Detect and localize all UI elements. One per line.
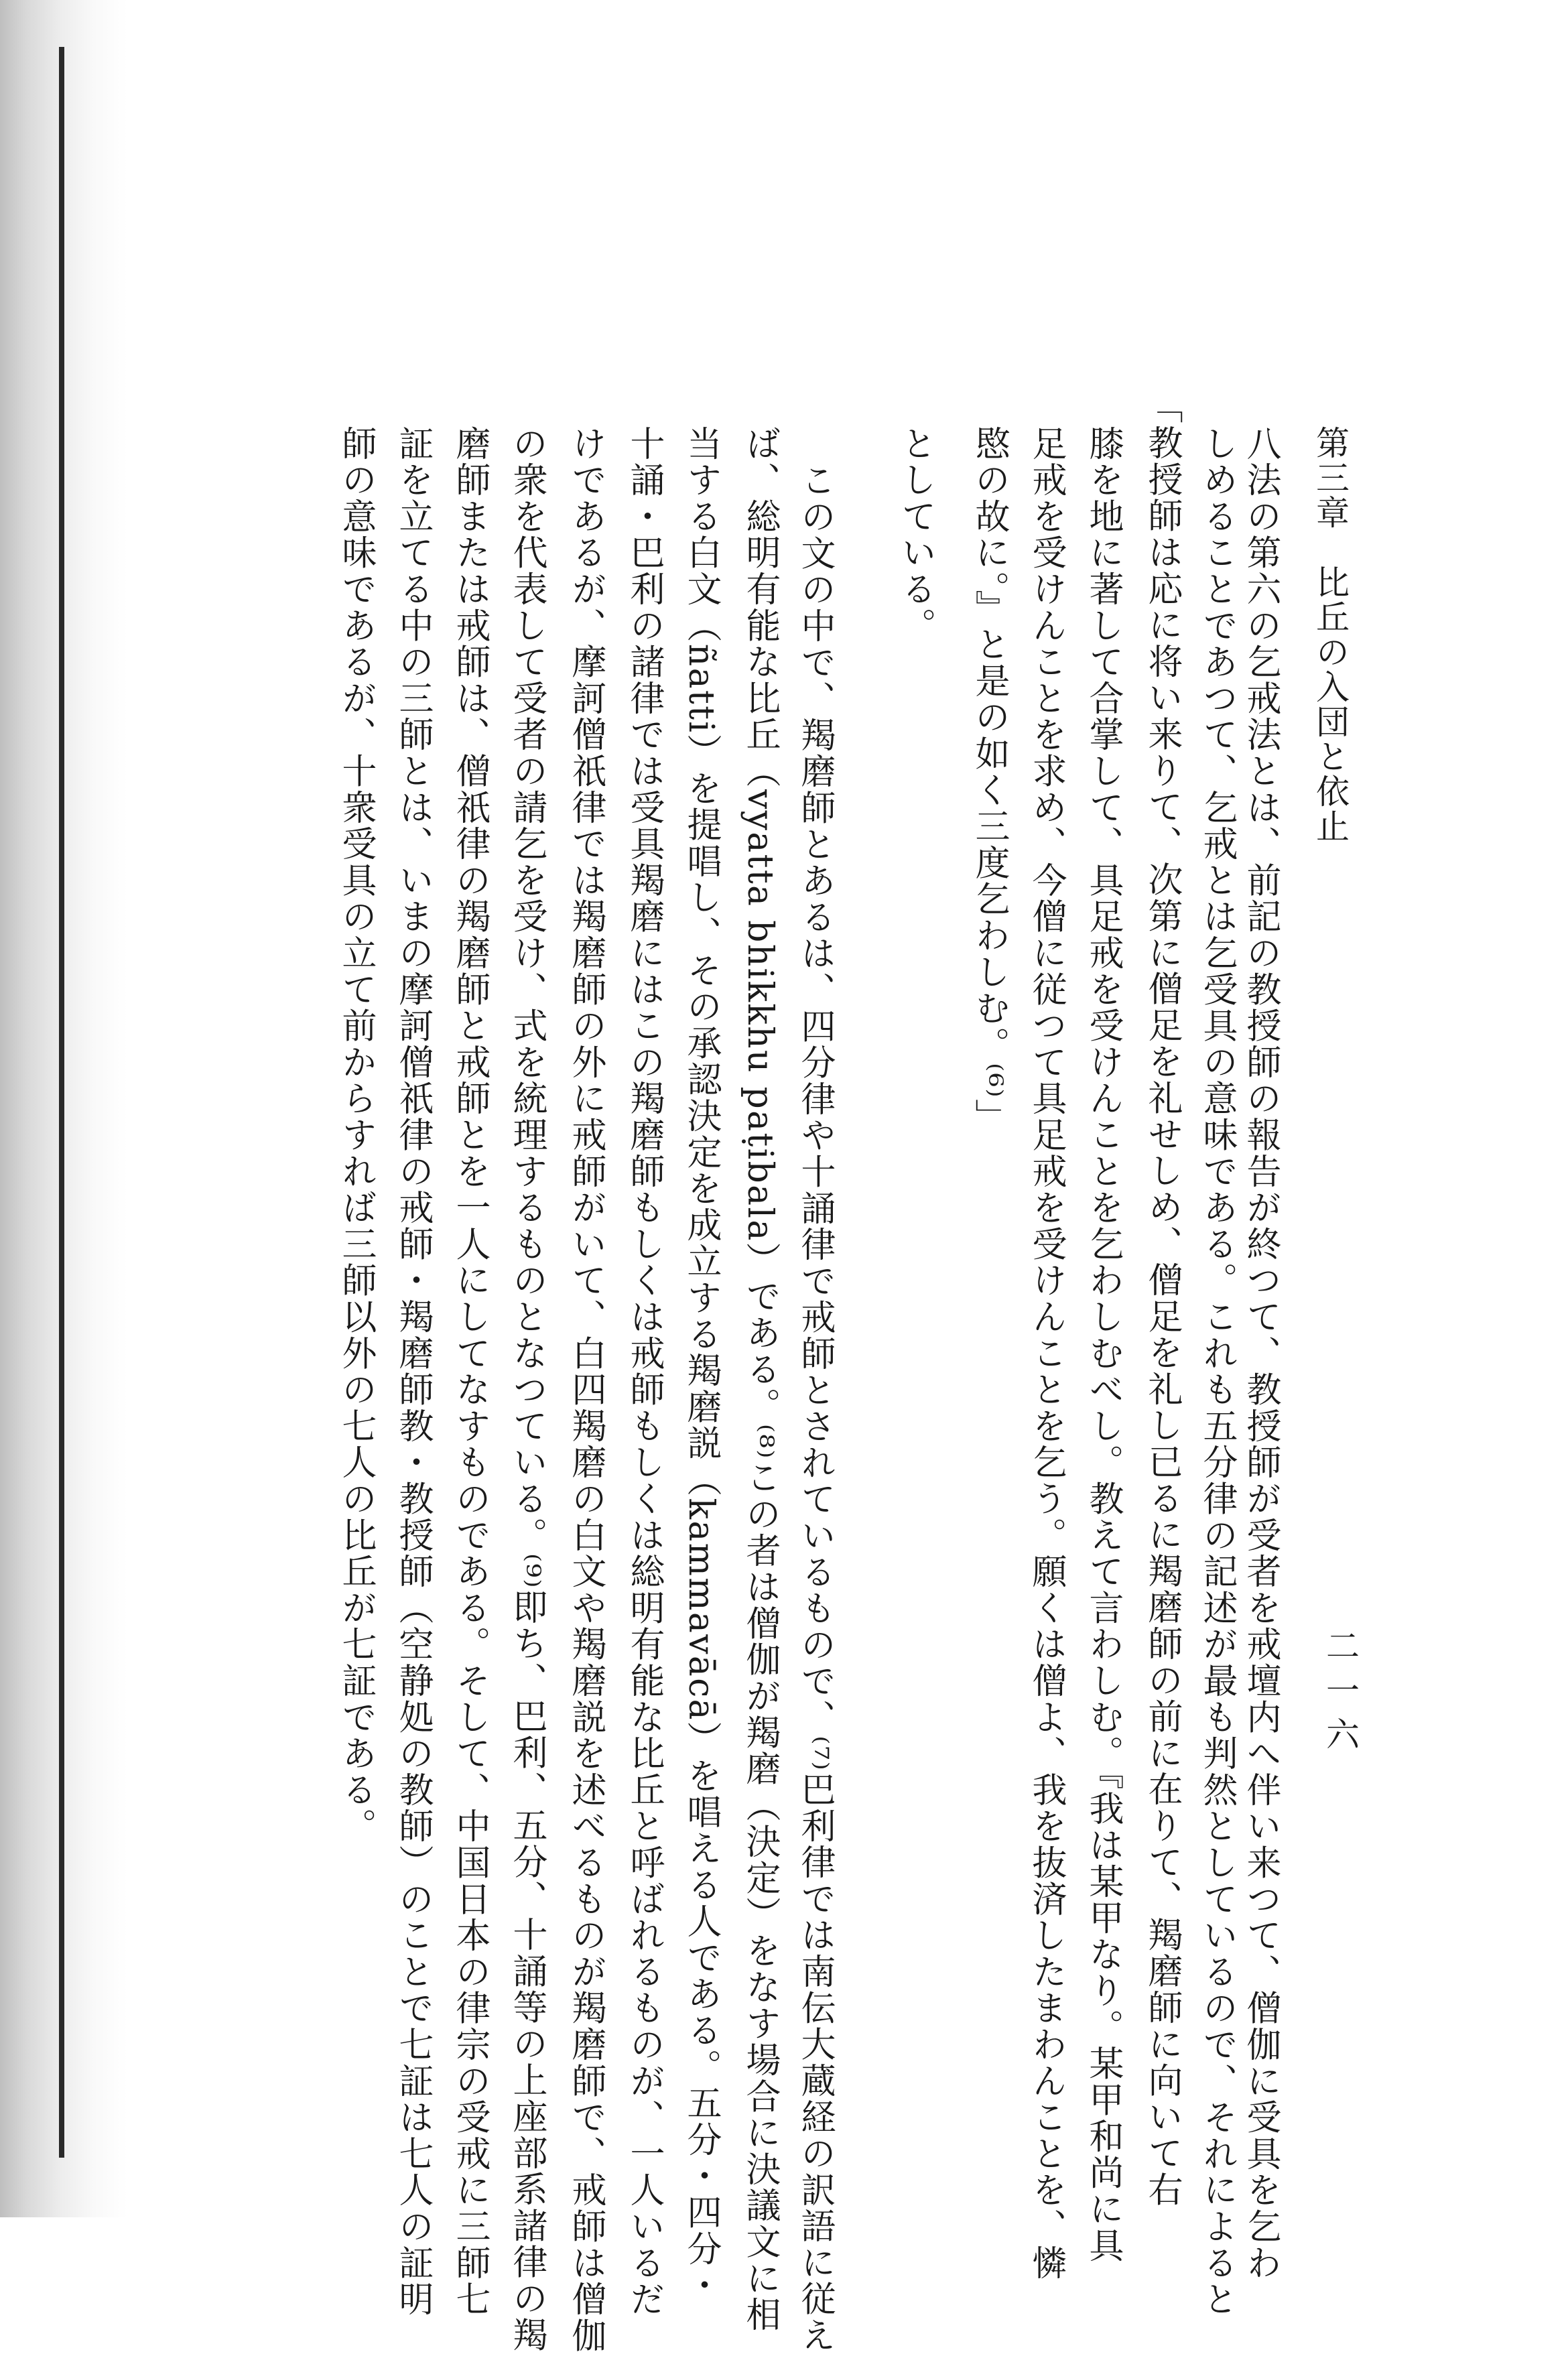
text-column-11: 十誦・巴利の諸律では受具羯磨にはこの羯磨師もしくは戒師もしくは総明有能な比丘と呼ばれるものが、一人いるだ bbox=[624, 426, 664, 2318]
scan-binding-line bbox=[59, 47, 64, 2158]
text-column-15: 証を立てる中の三師とは、いまの摩訶僧祇律の戒師・羯磨師教・教授師（空静処の教師）のことで七証は七人の証明 bbox=[393, 426, 433, 2318]
text-column-10: 当する白文（ñatti）を提唱し、その承認決定を成立する羯磨説（kammavācā）を唱える人である。五分・四分・ bbox=[681, 426, 721, 2304]
text-column-6: 愍の故に。』と是の如く三度乞わしむ。⁽⁶⁾」 bbox=[969, 426, 1009, 1135]
text-column-7: としている。 bbox=[895, 426, 935, 644]
text-column-4: 膝を地に著して合掌して、具足戒を受けんことを乞わしむべし。教えて言わしむ。『我は某甲なり。某甲和尚に具 bbox=[1083, 426, 1123, 2264]
text-column-14: 磨師または戒師は、僧祇律の羯磨師と戒師とを一人にしてなすものである。そして、中国日本の律宗の受戒に三師七 bbox=[450, 426, 490, 2318]
running-header: 第三章 比丘の入団と依止 bbox=[1311, 426, 1350, 844]
text-column-3: 「教授師は応に将い来りて、次第に僧足を礼せしめ、僧足を礼し已るに羯磨師の前に在りて、羯磨師に向いて右 bbox=[1142, 389, 1182, 2208]
text-column-9: ば、総明有能な比丘（vyatta bhikkhu paṭibala）である。⁽⁸⁾この者は僧伽が羯磨（決定）をなす場合に決議文に相 bbox=[740, 426, 780, 2333]
text-column-16: 師の意味であるが、十衆受具の立て前からすれば三師以外の七人の比丘が七証である。 bbox=[336, 426, 376, 1845]
page-number: 二一六 bbox=[1321, 1628, 1360, 1761]
text-column-12: けであるが、摩訶僧祇律では羯磨師の外に戒師がいて、白四羯磨の白文や羯磨説を述べるものが羯磨師で、戒師は僧伽 bbox=[566, 426, 606, 2354]
text-column-8: この文の中で、羯磨師とあるは、四分律や十誦律で戒師とされているもので、⁽⁷⁾巴利律では南伝大蔵経の訳語に従え bbox=[795, 462, 835, 2354]
text-column-2: しめることであつて、乞戒とは乞受具の意味である。これも五分律の記述が最も判然としているので、それによると bbox=[1197, 426, 1237, 2318]
text-column-5: 足戒を受けんことを求め、今僧に従つて具足戒を受けんことを乞う。願くは僧よ、我を抜済したまわんことを、憐 bbox=[1026, 426, 1066, 2282]
text-column-1: 八法の第六の乞戒法とは、前記の教授師の報告が終つて、教授師が受者を戒壇内へ伴い来つて、僧伽に受具を乞わ bbox=[1240, 426, 1281, 2282]
text-column-13: の衆を代表して受者の請乞を受け、式を統理するものとなつている。⁽⁹⁾即ち、巴利、五分、十誦等の上座部系諸律の羯 bbox=[507, 426, 547, 2353]
